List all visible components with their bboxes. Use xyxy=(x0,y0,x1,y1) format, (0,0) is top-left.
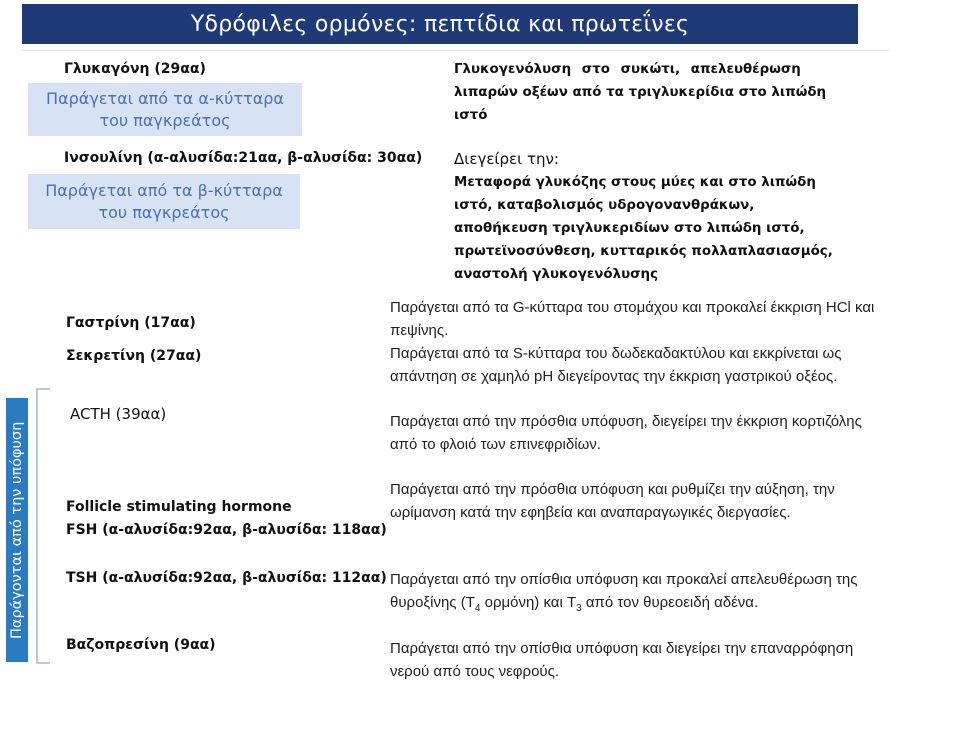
fsh-name-line1: Follicle stimulating hormone xyxy=(66,499,292,515)
gastrin-description xyxy=(390,296,958,342)
insulin-source-box xyxy=(28,174,300,229)
insulin-effect-line4: αποθήκευση τριγλυκεριδίων στο λιπώδη ιστό, xyxy=(454,221,805,236)
glucagon-name: Γλυκαγόνη (29αα) xyxy=(64,61,206,77)
title-divider xyxy=(22,50,890,51)
secretin-description xyxy=(390,342,958,388)
tsh-desc-line1: Παράγεται από την οπίσθια υπόφυση και προκαλεί απελευθέρωση της xyxy=(390,571,858,588)
tsh-sub-3: 3 xyxy=(576,603,582,614)
vasopressin-description xyxy=(390,637,958,683)
tsh-desc-line2 xyxy=(390,591,958,620)
tsh-sub-4: 4 xyxy=(474,603,481,614)
secretin-name: Σεκρετίνη (27αα) xyxy=(66,348,202,364)
fsh-desc-line2: ωρίμανση κατά την εφηβεία και αναπαραγωγικές διεργασίες. xyxy=(390,504,791,521)
glucagon-effect-line3: ιστό xyxy=(454,108,488,123)
gastrin-name: Γαστρίνη (17αα) xyxy=(66,315,196,331)
secretin-desc-line1: Παράγεται από τα S-κύτταρα του δωδεκαδακτύλου και εκκρίνεται ως xyxy=(390,345,842,362)
glucagon-effect xyxy=(454,58,834,127)
secretin-desc-line2: απάντηση σε χαμηλό pH διεγείροντας την έκκριση γαστρικού οξέος. xyxy=(390,368,838,385)
pituitary-group-label: Παράγονται από την υπόφυση xyxy=(6,398,28,662)
insulin-effect-line1: Διεγείρει την: xyxy=(454,150,559,168)
acth-desc-line1: Παράγεται από την πρόσθια υπόφυση, διεγείρει την έκκριση κορτιζόλης xyxy=(390,413,862,430)
tsh-desc-pre: θυροξίνης (T xyxy=(390,594,475,611)
acth-desc-line2: από το φλοιό των επινεφριδίων. xyxy=(390,436,601,453)
insulin-effect xyxy=(454,148,834,286)
tsh-desc-post: από τον θυρεοειδή αδένα. xyxy=(581,594,759,611)
tsh-desc-mid: ορμόνη) και T xyxy=(480,594,577,611)
fsh-desc-line1: Παράγεται από την πρόσθια υπόφυση και ρυθμίζει την αύξηση, την xyxy=(390,481,835,498)
glucagon-source-line2: του παγκρεάτος xyxy=(99,110,231,130)
insulin-name: Ινσουλίνη (α-αλυσίδα:21αα, β-αλυσίδα: 30αα) xyxy=(64,150,423,166)
gastrin-desc-line1: Παράγεται από τα G-κύτταρα του στομάχου και προκαλεί έκκριση HCl και xyxy=(390,299,875,316)
tsh-description xyxy=(390,568,958,620)
pituitary-group-bracket xyxy=(36,388,50,664)
insulin-source-line2: του παγκρεάτος xyxy=(98,202,230,222)
vasopressin-desc-line1: Παράγεται από την οπίσθια υπόφυση και διεγείρει την επαναρρόφηση xyxy=(390,640,854,657)
insulin-effect-line6: αναστολή γλυκογενόλυσης xyxy=(454,267,659,282)
glucagon-effect-line1: Γλυκογενόλυση στο συκώτι, απελευθέρωση xyxy=(454,62,801,77)
insulin-effect-line2: Μεταφορά γλυκόζης στους μύες και στο λιπώδη xyxy=(454,175,816,190)
insulin-source-line1: Παράγεται από τα β-κύτταρα xyxy=(45,180,283,200)
fsh-name-line2: FSH (α-αλυσίδα:92αα, β-αλυσίδα: 118αα) xyxy=(66,522,387,538)
gastrin-desc-line2: πεψίνης. xyxy=(390,322,449,339)
insulin-effect-line5: πρωτεϊνοσύνθεση, κυτταρικός πολλαπλασιασμός, xyxy=(454,244,833,259)
glucagon-effect-line2: λιπαρών οξέων από τα τριγλυκερίδια στο λιπώδη xyxy=(454,85,827,100)
glucagon-source-box xyxy=(28,83,302,136)
acth-name: ACTH (39αα) xyxy=(70,405,167,423)
tsh-name: TSH (α-αλυσίδα:92αα, β-αλυσίδα: 112αα) xyxy=(66,570,387,586)
fsh-description xyxy=(390,478,958,524)
page-title: Υδρόφιλες ορμόνες: πεπτίδια και πρωτεΐνες xyxy=(22,4,858,44)
vasopressin-name: Βαζοπρεσίνη (9αα) xyxy=(66,637,216,653)
vasopressin-desc-line2: νερού από τους νεφρούς. xyxy=(390,663,560,680)
acth-description xyxy=(390,410,958,456)
insulin-effect-line3: ιστό, καταβολισμός υδρογονανθράκων, xyxy=(454,198,755,213)
glucagon-source-line1: Παράγεται από τα α-κύτταρα xyxy=(46,88,284,108)
